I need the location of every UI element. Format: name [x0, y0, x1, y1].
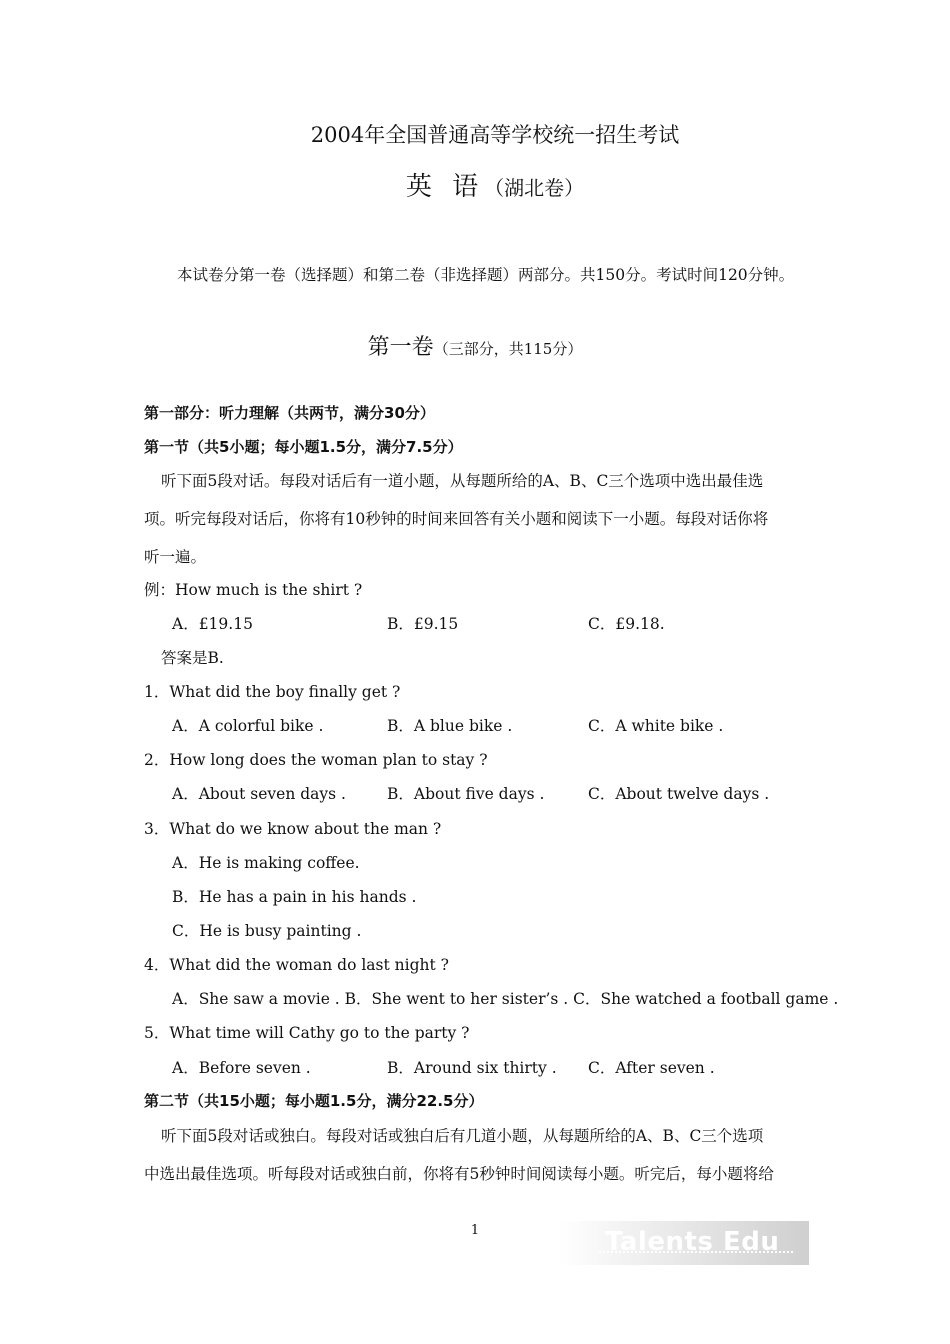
example-answer: 答案是B.	[161, 649, 224, 667]
subject-name: 英 语	[405, 172, 485, 202]
exam-subtitle	[0, 166, 950, 203]
question-3: 3．What do we know about the man ?	[144, 820, 442, 838]
q2-option-a: A．About seven days .	[172, 785, 346, 803]
question-5: 5．What time will Cathy go to the party ?	[144, 1024, 470, 1042]
question-2: 2．How long does the woman plan to stay ?	[144, 751, 488, 769]
example-option-a: A．£19.15	[172, 615, 253, 633]
example-option-c: C．£9.18.	[588, 615, 665, 633]
exam-intro: 本试卷分第一卷（选择题）和第二卷（非选择题）两部分。共150分。考试时间120分钟。	[177, 266, 795, 284]
edition-label: （湖北卷）	[484, 176, 585, 200]
q5-option-c: C．After seven .	[588, 1059, 715, 1077]
question-1: 1．What did the boy finally get ?	[144, 683, 401, 701]
q1-option-c: C．A white bike .	[588, 717, 724, 735]
q5-option-a: A．Before seven .	[172, 1059, 311, 1077]
example-option-b: B．£9.15	[387, 615, 459, 633]
page-number: 1	[470, 1223, 480, 1238]
q3-option-c: C．He is busy painting .	[172, 922, 362, 940]
section1-instructions-line: 听下面5段对话。每段对话后有一道小题，从每题所给的A、B、C三个选项中选出最佳选	[161, 472, 764, 490]
section1-instructions-line: 听一遍。	[144, 548, 207, 566]
exam-title: 2004年全国普通高等学校统一招生考试	[310, 123, 680, 147]
question-4: 4．What did the woman do last night ?	[144, 956, 449, 974]
q1-option-a: A．A colorful bike .	[172, 717, 324, 735]
watermark-text: Talents Edu	[605, 1227, 780, 1257]
watermark-underline	[599, 1251, 793, 1253]
part1-heading: 第一部分：听力理解（共两节，满分30分）	[144, 404, 435, 422]
section1-heading: 第一节（共5小题；每小题1.5分，满分7.5分）	[144, 438, 463, 456]
volume-title: 第一卷	[367, 335, 434, 360]
q3-option-b: B．He has a pain in his hands .	[172, 888, 417, 906]
q2-option-b: B．About five days .	[387, 785, 545, 803]
example-question: 例：How much is the shirt ?	[144, 581, 363, 599]
section2-instructions-line: 中选出最佳选项。听每段对话或独白前，你将有5秒钟时间阅读每小题。听完后，每小题将给	[144, 1165, 774, 1183]
q2-option-c: C．About twelve days .	[588, 785, 770, 803]
section2-heading: 第二节（共15小题；每小题1.5分，满分22.5分）	[144, 1092, 484, 1110]
volume-heading	[0, 330, 950, 361]
volume-note: （三部分，共115分）	[433, 340, 583, 358]
watermark-logo	[559, 1221, 809, 1265]
q1-option-b: B．A blue bike .	[387, 717, 513, 735]
q3-option-a: A．He is making coffee.	[172, 854, 360, 872]
q4-options: A．She saw a movie . B．She went to her sister’s . C．She watched a football game .	[172, 990, 839, 1008]
section2-instructions-line: 听下面5段对话或独白。每段对话或独白后有几道小题，从每题所给的A、B、C三个选项	[161, 1127, 764, 1145]
section1-instructions-line: 项。听完每段对话后，你将有10秒钟的时间来回答有关小题和阅读下一小题。每段对话你将	[144, 510, 769, 528]
q5-option-b: B．Around six thirty .	[387, 1059, 557, 1077]
